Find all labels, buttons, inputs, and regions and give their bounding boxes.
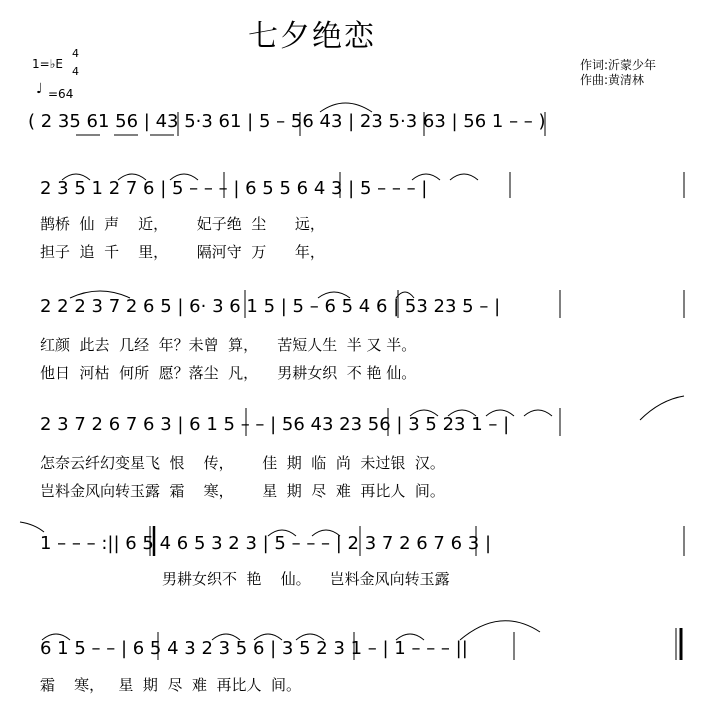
slur — [118, 174, 146, 180]
quarter-note-icon: ♩ — [36, 81, 43, 97]
notation-line-3: 2 2 2 3 7 2 6 5 | 6· 3 6 1 5 | 5 – 6 5 4 6 | 53 23 5 – | — [40, 296, 501, 317]
lyrics-line-3b: 他日 河枯 何所 愿？落尘 凡， 男耕女织 不 艳 仙。 — [40, 364, 417, 382]
slur — [486, 410, 514, 416]
song-title: 七夕绝恋 — [248, 19, 376, 54]
lyrics-line-4b: 岂料金风向转玉露 霜 寒， 星 期 尽 难 再比人 间。 — [40, 482, 445, 500]
lyricist: 作词:沂蒙少年 — [580, 58, 657, 72]
lyrics-line-4a: 怎奈云纤幻变星飞 恨 传， 佳 期 临 尚 未过银 汉。 — [40, 454, 445, 472]
lyrics-line-3a: 红颜 此去 几经 年？未曾 算， 苦短人生 半 又 半。 — [40, 336, 417, 354]
slur — [412, 174, 440, 180]
time-top: 4 — [72, 47, 79, 60]
notation-line-6: 6 1 5 – – | 6 5 4 3 2 3 5 6 | 3 5 2 3 1 – | 1 – – – || — [40, 638, 468, 659]
slur — [170, 174, 198, 180]
tie — [460, 621, 540, 640]
slur — [312, 530, 340, 536]
notation-line-1: ( 2 35 61 56 | 43 5·3 61 | 5 – 56 43 | 23 5·3 63 | 56 1 – – ) — [28, 111, 546, 132]
slur — [318, 292, 350, 298]
slur — [62, 174, 90, 180]
slur — [42, 634, 70, 640]
slur — [524, 410, 552, 416]
key-signature: 1=♭E — [32, 57, 63, 71]
time-bottom: 4 — [72, 65, 79, 78]
notation-line-5: 1 – – – :|| 6 5 4 6 5 3 2 3 | 5 – – – | 2 3 7 2 6 7 6 3 | — [40, 533, 492, 554]
slur — [396, 634, 424, 640]
slur — [268, 530, 296, 536]
notation-line-2: 2 3 5 1 2 7 6 | 5 – – – | 6 5 5 6 4 3 | 5 – – – | — [40, 178, 428, 199]
slur — [396, 292, 414, 298]
composer: 作曲:黄清林 — [580, 73, 645, 87]
lyrics-line-6a: 霜 寒， 星 期 尽 难 再比人 间。 — [40, 676, 302, 694]
tie — [20, 522, 44, 532]
slur — [320, 103, 372, 112]
slur — [410, 410, 438, 416]
lyrics-line-2b: 担子 追 千 里， 隔河守 万 年， — [40, 243, 325, 261]
slur — [70, 291, 130, 298]
slur — [254, 634, 282, 640]
slur — [296, 634, 324, 640]
slur — [448, 410, 476, 416]
tempo: =64 — [48, 87, 74, 101]
lyrics-line-2a: 鹊桥 仙 声 近， 妃子绝 尘 远， — [40, 215, 325, 233]
slur — [212, 634, 240, 640]
tie — [640, 396, 684, 420]
slur — [450, 174, 478, 180]
lyrics-line-5a: 男耕女织不 艳 仙。 岂料金风向转玉露 — [162, 570, 450, 588]
notation-line-4: 2 3 7 2 6 7 6 3 | 6 1 5 – – | 56 43 23 56 | 3 5 23 1 – | — [40, 414, 510, 435]
